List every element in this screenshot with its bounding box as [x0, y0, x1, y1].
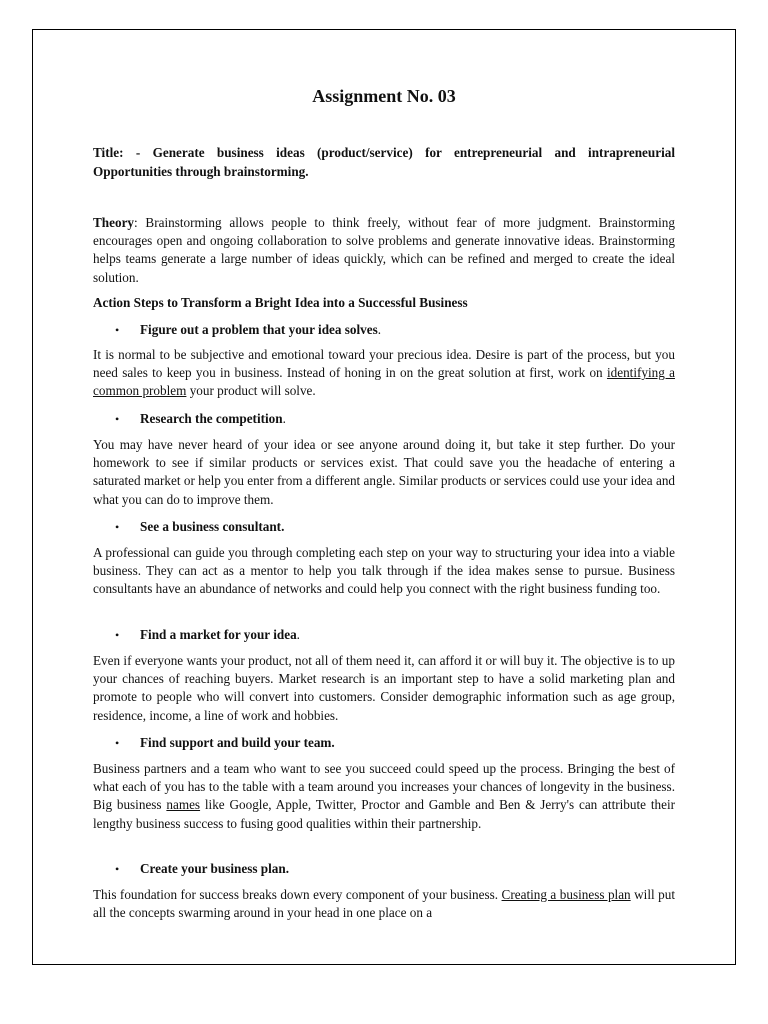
theory-label: Theory	[93, 215, 135, 230]
theory-paragraph	[93, 214, 675, 287]
bullet-text: Research the competition	[140, 411, 283, 426]
bullet-dot: •	[115, 628, 120, 642]
paragraph-link[interactable]: Creating a business plan	[501, 887, 631, 902]
paragraph-text: will put all the concepts swarming around in your head in one place on a	[93, 887, 675, 921]
paragraph-text: This foundation for success breaks down every component of your business.	[93, 887, 502, 902]
bullet-text: Figure out a problem that your idea solves	[140, 322, 378, 337]
paragraph-link[interactable]: identifying a common problem	[93, 365, 675, 399]
bullet-dot: •	[115, 736, 120, 750]
bullet-dot: •	[115, 520, 120, 534]
bullet-suffix: .	[296, 627, 300, 642]
assignment-heading: Assignment No. 03	[312, 86, 456, 106]
bullet-text: Find support and build your team.	[140, 735, 335, 750]
action-steps-heading: Action Steps to Transform a Bright Idea into a Successful Business	[93, 295, 468, 310]
bullet-suffix: .	[282, 411, 286, 426]
bullet-dot: •	[115, 862, 120, 876]
section-paragraph: You may have never heard of your idea or see anyone around doing it, but take it step further. Do your homework to see if similar products or services exist. That could save you the headache of entering a saturated market or help you enter from a different angle. Similar products or services could use your idea and what you can do to improve them.	[93, 437, 675, 507]
paragraph-text: Business partners and a team who want to see you succeed could speed up the process. Bringing the best of what each of you has to the table with a team around you increases your chances of longevity in the business. Big business	[93, 761, 675, 813]
bullet-text: Create your business plan.	[140, 861, 289, 876]
title-label: Title:	[93, 145, 124, 160]
title-text: - Generate business ideas (product/service) for entrepreneurial and intrapreneurial Opportunities through brainstorming.	[93, 145, 675, 179]
bullet-dot: •	[115, 412, 120, 426]
section-paragraph	[93, 886, 675, 922]
section-paragraph: A professional can guide you through completing each step on your way to structuring your idea into a viable business. They can act as a mentor to help you talk through if the idea makes sense to pursue. Business consultants have an abundance of networks and could help you connect with the right business funding too.	[93, 545, 675, 597]
section-paragraph: Even if everyone wants your product, not all of them need it, can afford it or will buy it. The objective is to up your chances of reaching buyers. Market research is an important step to have a solid marketing plan and promote to people who will convert into customers. Consider demographic information such as age group, residence, income, a line of work and hobbies.	[93, 653, 675, 723]
paragraph-text: It is normal to be subjective and emotional toward your precious idea. Desire is part of the process, but you need sales to keep you in business. Instead of honing in on the great solution at first, work on	[93, 347, 675, 381]
section-paragraph	[93, 760, 675, 833]
paragraph-link[interactable]: names	[166, 797, 201, 813]
bullet-text: See a business consultant.	[140, 519, 285, 534]
paragraph-text: like Google, Apple, Twitter, Proctor and Gamble and Ben & Jerry's can attribute their lengthy business success to fusing good qualities within their partnership.	[93, 797, 675, 831]
title-block	[93, 143, 675, 181]
bullet-text: Find a market for your idea	[140, 627, 297, 642]
bullet-suffix: .	[377, 322, 382, 337]
bullet-dot: •	[115, 323, 120, 337]
section-paragraph	[93, 346, 675, 401]
paragraph-text: your product will solve.	[186, 383, 316, 399]
theory-text: : Brainstorming allows people to think freely, without fear of more judgment. Brainstorming encourages open and ongoing collaboration to solve problems and generate innovative ideas. Brainstorming helps teams generate a large number of ideas quickly, which can be refined and merged to create the ideal solution.	[93, 215, 675, 285]
